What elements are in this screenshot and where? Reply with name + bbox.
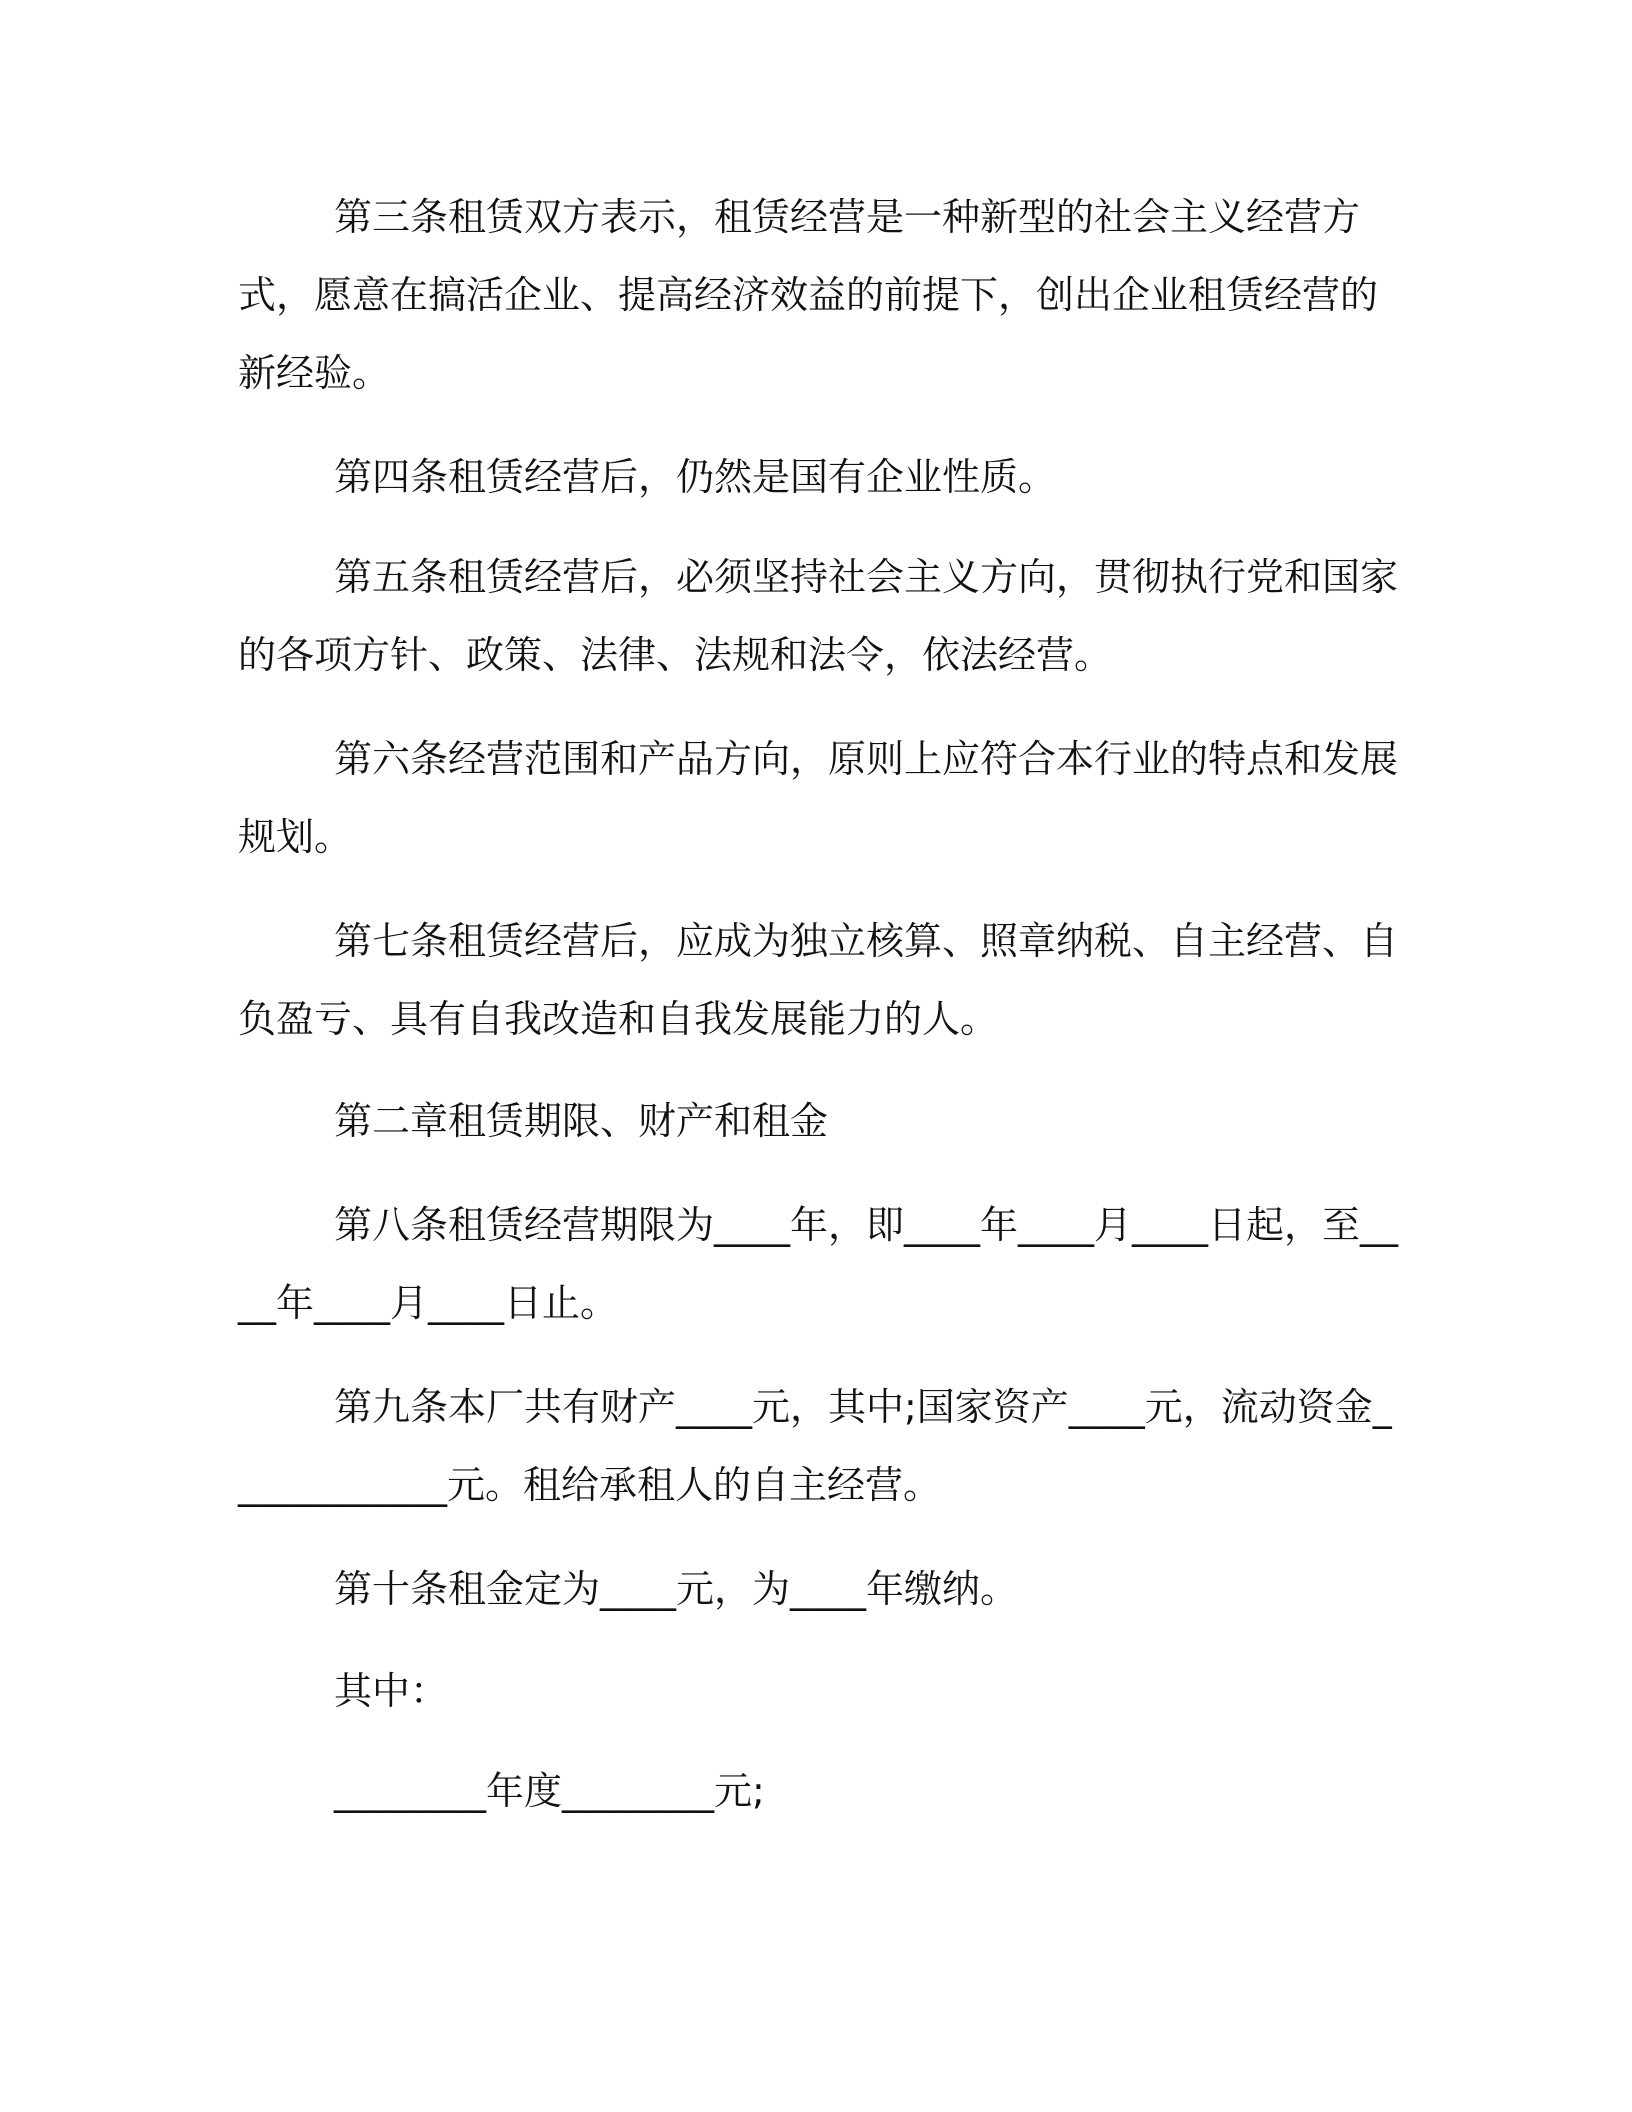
article-3-paragraph: 第三条租赁双方表示，租赁经营是一种新型的社会主义经营方式，愿意在搞活企业、提高经济效益的前提下，创出企业租赁经营的新经验。	[238, 195, 1379, 395]
article-4-paragraph: 第四条租赁经营后，仍然是国有企业性质。	[334, 455, 1057, 499]
article-8-paragraph: 第八条租赁经营期限为____年，即____年____月____日起，至____年____月____日止。	[238, 1203, 1399, 1325]
article-7-paragraph: 第七条租赁经营后，应成为独立核算、照章纳税、自主经营、自负盈亏、具有自我改造和自我发展能力的人。	[238, 919, 1399, 1041]
article-10-paragraph: 第十条租金定为____元，为____年缴纳。	[334, 1567, 1019, 1611]
among-which-line: 其中：	[334, 1669, 449, 1713]
article-6-paragraph: 第六条经营范围和产品方向，原则上应符合本行业的特点和发展规划。	[238, 737, 1399, 859]
article-9-paragraph: 第九条本厂共有财产____元，其中;国家资产____元，流动资金____________元。租给承租人的自主经营。	[238, 1385, 1392, 1507]
article-5-paragraph: 第五条租赁经营后，必须坚持社会主义方向，贯彻执行党和国家的各项方针、政策、法律、法规和法令，依法经营。	[238, 555, 1399, 677]
annual-amount-line: ________年度________元;	[334, 1769, 765, 1813]
chapter-2-heading: 第二章租赁期限、财产和租金	[334, 1099, 829, 1143]
